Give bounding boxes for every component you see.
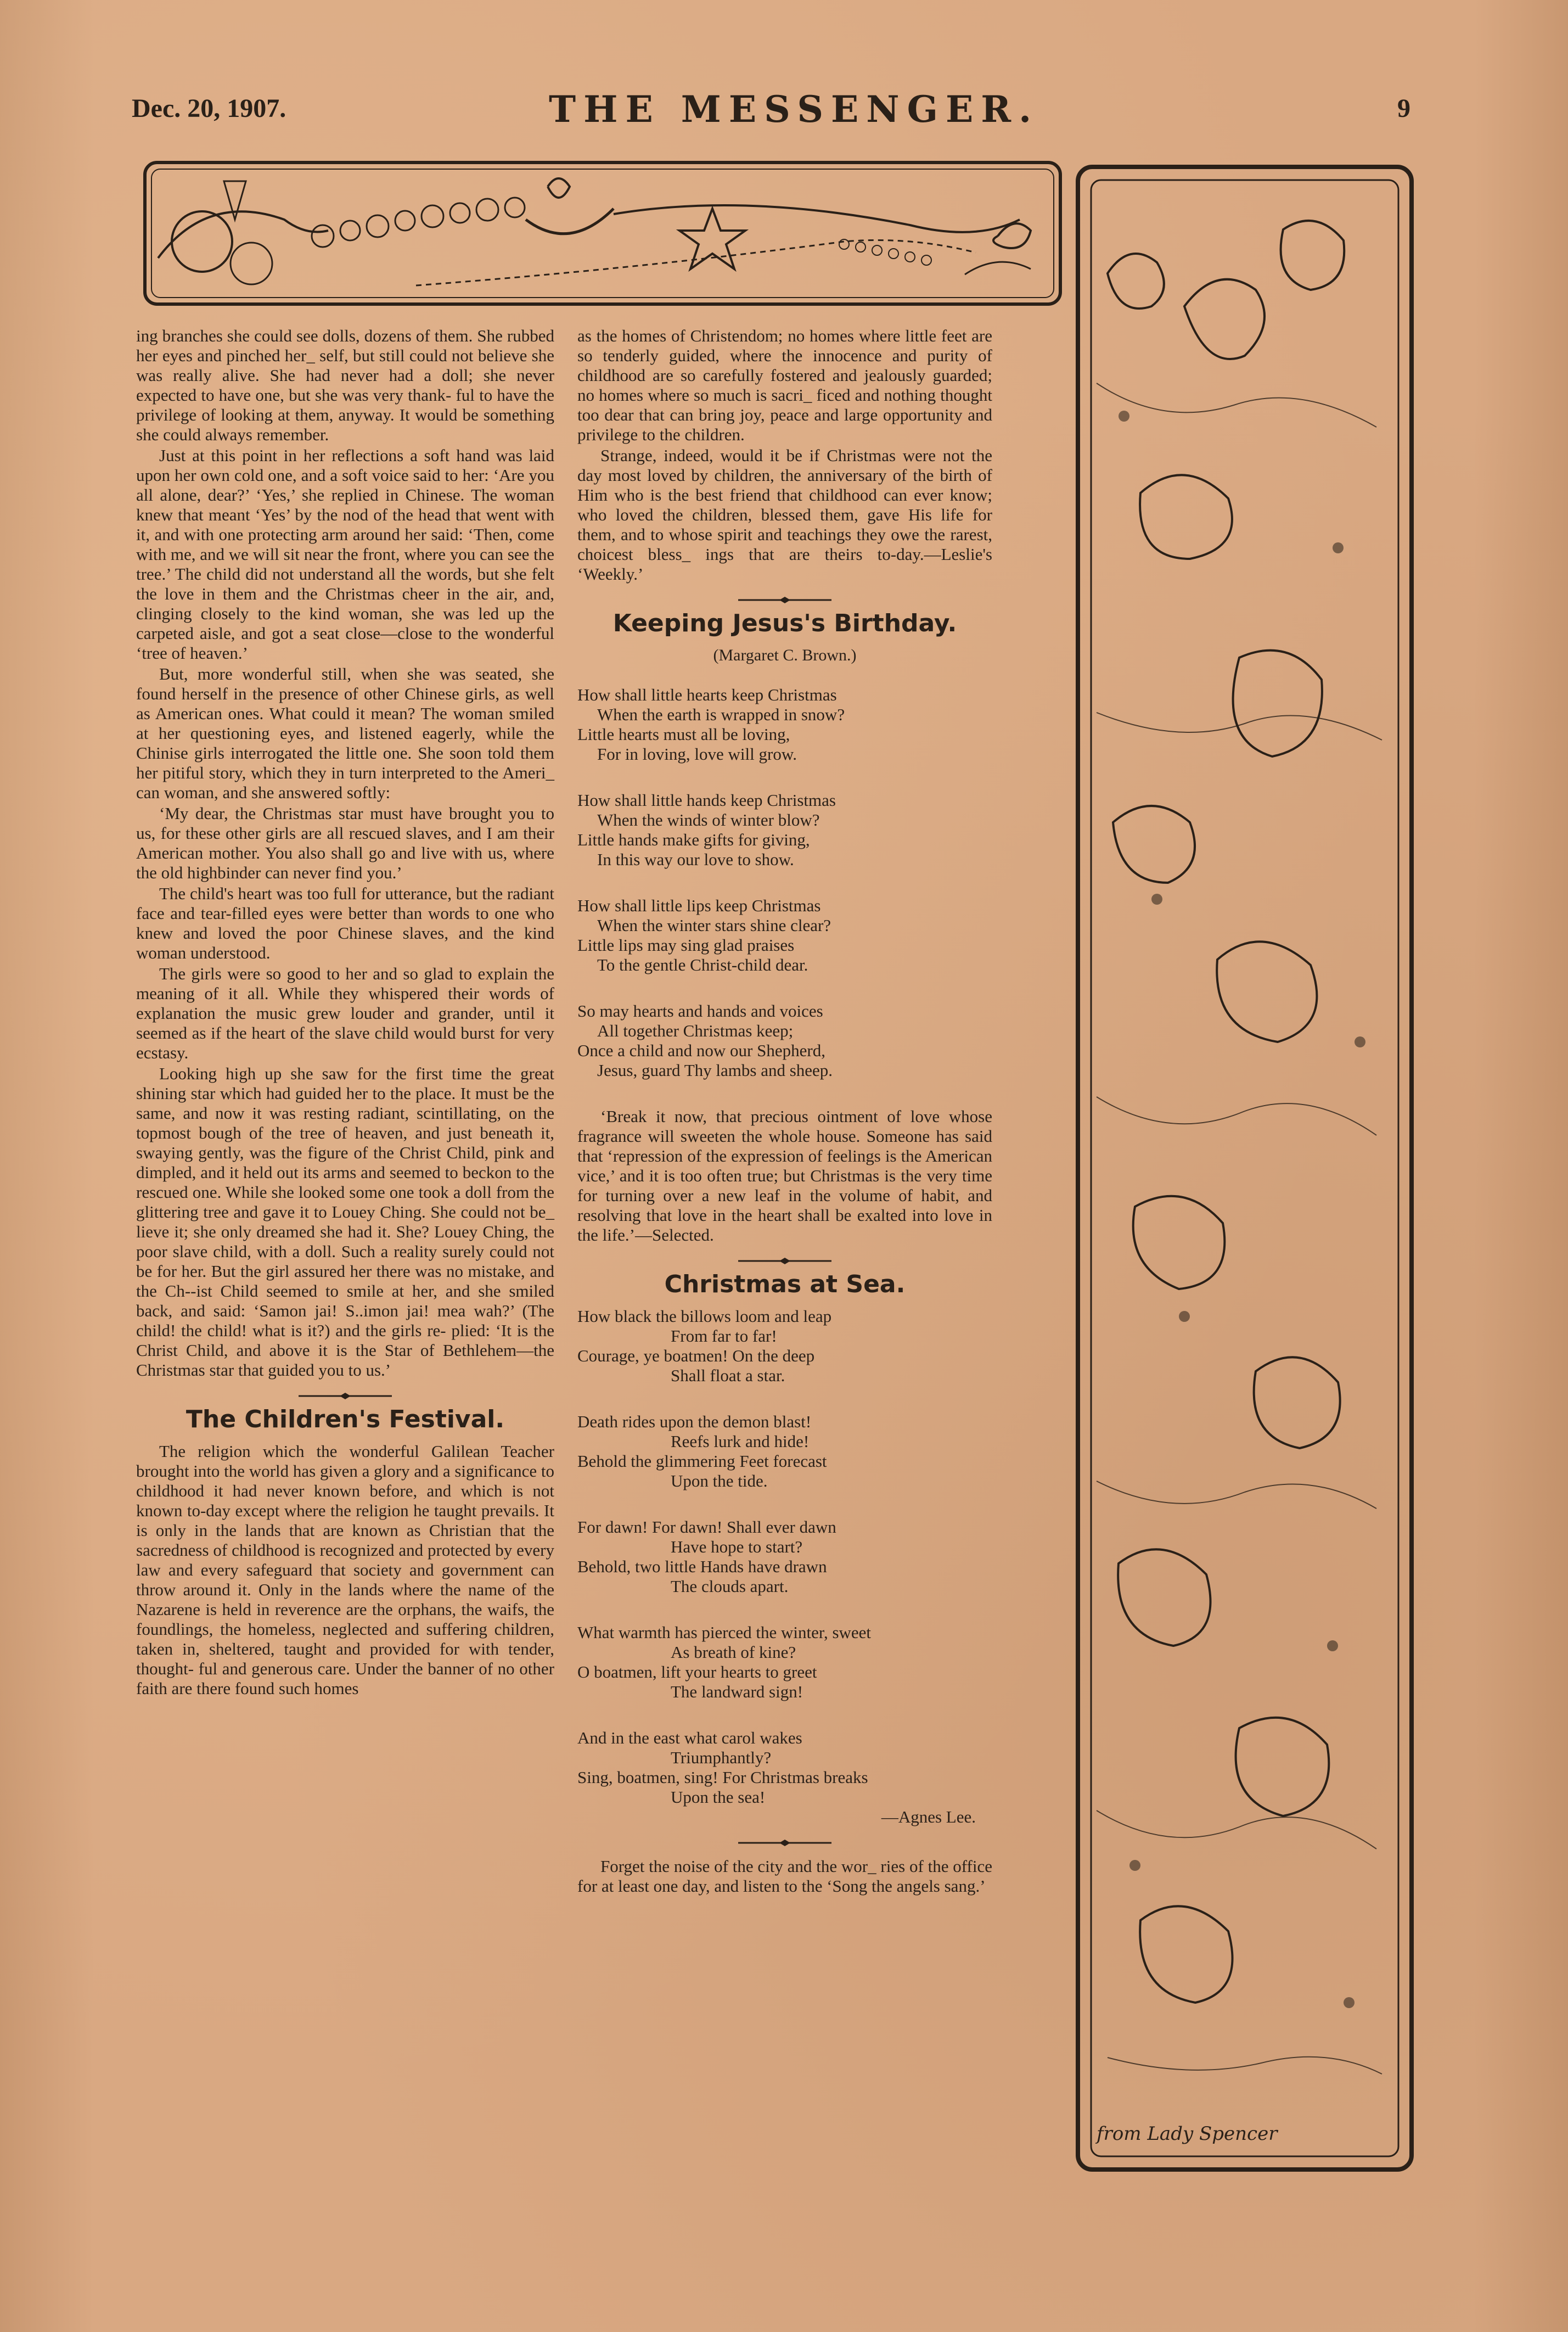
poem-line: As breath of kine? — [671, 1643, 796, 1662]
poem-stanza — [577, 1001, 992, 1080]
poem-line: How shall little hands keep Christmas — [577, 791, 836, 810]
poem-stanza — [577, 1728, 992, 1827]
article-paragraph: ing branches she could see dolls, dozens of them. She rubbed her eyes and pinched her_ self, but still could not believe she was really alive. She had never had a doll; she never expected to have one, but she was very thank- ful to have the privilege of looking at them, anyway. It would be something she could always remember. — [136, 326, 554, 444]
poem-line: Once a child and now our Shepherd, — [577, 1041, 825, 1060]
poem-stanza — [577, 791, 992, 870]
poem-line: For dawn! For dawn! Shall ever dawn — [577, 1517, 836, 1537]
poem-line: Have hope to start? — [671, 1537, 803, 1556]
poem-line: In this way our love to show. — [597, 850, 794, 869]
poem-line: O boatmen, lift your hearts to greet — [577, 1662, 817, 1681]
section-divider-ornament — [299, 1392, 392, 1400]
section-divider-ornament — [738, 1257, 831, 1265]
article-paragraph: But, more wonderful still, when she was seated, she found herself in the presence of other Chinese girls, as well as American ones. What could it mean? The woman smiled at her questioning eyes, and listened eagerly, while the Chinise girls interrogated the little one. She soon told them her pitiful story, which they in turn interpreted to the Ameri_ can woman, and she answered softly: — [136, 664, 554, 802]
poem-line: Behold, two little Hands have drawn — [577, 1557, 827, 1576]
poem-line: The clouds apart. — [671, 1577, 789, 1596]
poem-line: For in loving, love will grow. — [597, 744, 797, 764]
article-paragraph: The religion which the wonderful Galilean Teacher brought into the world has given a glory and a significance to childhood it had never known before, and which is not known to-day except where the religion he taught prevails. It is only in the lands that are known as Christian that the sacredness of childhood is recognized and protected by every law and every safeguard that society and government can throw around it. Only in the lands where the name of the Nazarene is held in reverence are the orphans, the waifs, the foundlings, the homeless, neglected and suffering children, taken in, sheltered, taught and provided for with tender, thought- ful and generous care. Under the banner of no other faith are there found such homes — [136, 1442, 554, 1698]
issue-date: Dec. 20, 1907. — [132, 94, 286, 123]
poem-stanza — [577, 896, 992, 975]
article-paragraph: The girls were so good to her and so glad to explain the meaning of it all. While they whispered their words of explanation the music grew louder and grander, until it seemed as if the heart of the slave child would burst for very ecstasy. — [136, 964, 554, 1062]
poem-line: And in the east what carol wakes — [577, 1728, 802, 1747]
christmas-garland-banner — [142, 159, 1064, 307]
poem-line: When the earth is wrapped in snow? — [597, 705, 845, 724]
poem-line: How black the billows loom and leap — [577, 1307, 832, 1326]
poem-line: Little hands make gifts for giving, — [577, 830, 810, 849]
poem-line: The landward sign! — [671, 1682, 803, 1701]
poem-line: Upon the tide. — [671, 1471, 768, 1490]
poem-line: Courage, ye boatmen! On the deep — [577, 1346, 815, 1365]
article-paragraph: Just at this point in her reflections a soft hand was laid upon her own cold one, and a soft voice said to her: ‘Are you all alone, dear?’ ‘Yes,’ she replied in Chinese. The woman knew that meant ‘Yes’ by the nod of the head that went with it, and with one protecting arm around her said: ‘Then, come with me, and we will sit near the front, where you can see the tree.’ The child did not understand all the words, but she felt the love in them and the Christmas cheer in the air, and, clinging closely to the kind woman, she was led up the carpeted aisle, and got a seat close—close to the wonderful ‘tree of heaven.’ — [136, 446, 554, 663]
poem-line: To the gentle Christ-child dear. — [597, 955, 808, 974]
poem-line: What warmth has pierced the winter, sweet — [577, 1623, 872, 1642]
article-paragraph: ‘My dear, the Christmas star must have brought you to us, for these other girls are all rescued slaves, and I am their American mother. You also shall go and live with us, where the old highbinder can never find you.’ — [136, 804, 554, 882]
poem-line: Upon the sea! — [671, 1787, 766, 1807]
column-1 — [136, 326, 554, 1700]
poem-line: Shall float a star. — [671, 1366, 785, 1385]
poem-line: Little hearts must all be loving, — [577, 725, 790, 744]
poem-stanza — [577, 1517, 992, 1596]
poem-stanza — [577, 685, 992, 764]
poem-author-byline: (Margaret C. Brown.) — [713, 646, 857, 664]
artist-signature: from Lady Spencer — [1097, 2123, 1278, 2145]
poem-line: All together Christmas keep; — [597, 1021, 794, 1040]
poem-title-keeping-jesus-birthday: Keeping Jesus's Birthday. — [612, 609, 957, 637]
headline-childrens-festival: The Children's Festival. — [186, 1405, 505, 1433]
poem-line: Sing, boatmen, sing! For Christmas breaks — [577, 1768, 868, 1787]
newspaper-title: THE MESSENGER. — [549, 88, 1039, 131]
poem-author: —Agnes Lee. — [881, 1807, 976, 1826]
poem-line: From far to far! — [671, 1326, 777, 1346]
poem-line: When the winds of winter blow? — [597, 810, 820, 829]
article-paragraph: Strange, indeed, would it be if Christmas were not the day most loved by children, the anniversary of the birth of Him who is the best friend that childhood can ever know; who loved the children, blessed them, gave His life for them, and to whose spirit and teachings they owe the rarest, choicest bless_ ings that are theirs to-day.—Leslie's ‘Weekly.’ — [577, 446, 992, 584]
poem-line: How shall little lips keep Christmas — [577, 896, 821, 915]
poem-line: So may hearts and hands and voices — [577, 1001, 823, 1021]
poem-line: When the winter stars shine clear? — [597, 916, 831, 935]
poem-line: How shall little hearts keep Christmas — [577, 685, 837, 704]
poem-line: Triumphantly? — [671, 1748, 772, 1767]
section-divider-ornament — [738, 596, 831, 604]
page-number: 9 — [1397, 94, 1410, 123]
section-divider-ornament — [738, 1839, 831, 1847]
children-illustration-border — [1075, 164, 1415, 2173]
poem-stanza — [577, 1623, 992, 1702]
column-2 — [577, 326, 992, 1897]
poem-title-christmas-at-sea: Christmas at Sea. — [664, 1270, 906, 1298]
poem-stanza — [577, 1307, 992, 1386]
selected-quote: ‘Break it now, that precious ointment of love whose fragrance will sweeten the whole house. Someone has said that ‘repression of the expression of feelings is the American vice,’ and it is too often true; but Christmas is the very time for turning over a new leaf in the volume of habit, and resolving that love in the heart shall be exalted into love in the life.’—Selected. — [577, 1107, 992, 1245]
poem-line: Jesus, guard Thy lambs and sheep. — [597, 1061, 833, 1080]
article-paragraph: Looking high up she saw for the first time the great shining star which had guided her to the place. It must be the same, and now it was resting radiant, scintillating, on the topmost bough of the tree of heaven, and just beneath it, swaying gently, was the figure of the Christ Child, pink and dimpled, and it held out its arms and seemed to beckon to the rescued one. While she looked some one took a doll from the glittering tree and gave it to Louey Ching. She could not be_ lieve it; she only dreamed she had it. She? Louey Ching, the poor slave child, with a doll. Such a reality surely could not be for her. But the girl assured her there was no mistake, and the Ch‑‑ist Child seemed to smile at her, and she smiled back, and said: ‘Samon jai! S..imon jai! mea wah?’ (The child! the child! what is it?) and the girls re- plied: ‘It is the Christ Child, and above it is the Star of Bethlehem—the Christmas star that guided you to us.’ — [136, 1064, 554, 1380]
poem-stanza — [577, 1412, 992, 1491]
poem-line: Behold the glimmering Feet forecast — [577, 1451, 827, 1471]
article-paragraph: The child's heart was too full for utterance, but the radiant face and tear-filled eyes were better than words to one who knew and loved the poor Chinese slaves, and the kind woman understood. — [136, 884, 554, 962]
masthead — [132, 88, 1410, 132]
poem-line: Death rides upon the demon blast! — [577, 1412, 812, 1431]
article-paragraph: as the homes of Christendom; no homes where little feet are so tenderly guided, where the innocence and purity of childhood are so carefully fostered and jealously guarded; no homes where so much is sacri_ ficed and nothing thought too dear that can bring joy, peace and large opportunity and privilege to the children. — [577, 326, 992, 444]
poem-line: Little lips may sing glad praises — [577, 935, 795, 955]
closing-paragraph: Forget the noise of the city and the wor_ ries of the office for at least one day, and listen to the ‘Song the angels sang.’ — [577, 1857, 992, 1896]
poem-line: Reefs lurk and hide! — [671, 1432, 810, 1451]
